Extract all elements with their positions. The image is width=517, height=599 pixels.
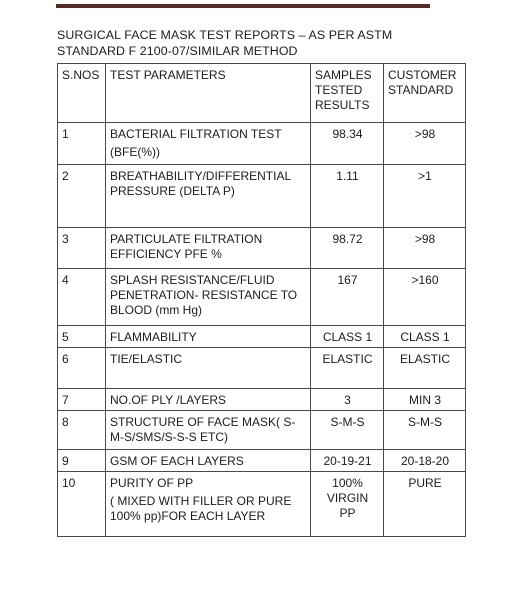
row-result: 98.72: [311, 228, 384, 269]
header-samples-tested-results: [311, 64, 384, 123]
row-result: 3: [311, 389, 384, 411]
parameter-line: PENETRATION- RESISTANCE TO: [110, 288, 298, 302]
row-standard: >1: [384, 165, 466, 228]
row-standard: 20-18-20: [384, 450, 466, 472]
row-standard: MIN 3: [384, 389, 466, 411]
parameter-line: BREATHABILITY/DIFFERENTIAL: [110, 169, 292, 183]
row-sno: 5: [58, 326, 106, 348]
table-row: [58, 411, 466, 450]
parameter-line: SPLASH RESISTANCE/FLUID: [110, 273, 275, 287]
row-standard: >98: [384, 228, 466, 269]
parameter-line: BLOOD (mm Hg): [110, 303, 203, 317]
header-customer-line-2: STANDARD: [388, 83, 454, 97]
row-parameter: GSM OF EACH LAYERS: [106, 450, 311, 472]
row-sno: 9: [58, 450, 106, 472]
report-title-line-1: SURGICAL FACE MASK TEST REPORTS – AS PER ASTM: [57, 28, 393, 42]
row-standard: S-M-S: [384, 411, 466, 450]
row-sno: 1: [58, 123, 106, 165]
row-parameter: [106, 228, 311, 269]
row-result: 20-19-21: [311, 450, 384, 472]
row-standard: >160: [384, 269, 466, 326]
parameter-line: PURITY OF PP: [110, 476, 194, 490]
test-report-table: [57, 63, 466, 537]
report-title-line-2: STANDARD F 2100-07/SIMILAR METHOD: [57, 44, 298, 58]
top-decorative-rule: [56, 4, 430, 8]
row-parameter: [106, 269, 311, 326]
row-sno: 7: [58, 389, 106, 411]
row-result: 1.11: [311, 165, 384, 228]
row-sno: 6: [58, 348, 106, 389]
parameter-line: BACTERIAL FILTRATION TEST: [110, 127, 282, 141]
parameter-line: ( MIXED WITH FILLER OR PURE: [110, 494, 292, 508]
row-parameter: NO.OF PLY /LAYERS: [106, 389, 311, 411]
parameter-line: STRUCTURE OF FACE MASK( S-: [110, 415, 296, 429]
row-sno: 10: [58, 472, 106, 537]
table-row: [58, 326, 466, 348]
result-line: PP: [339, 506, 356, 520]
row-sno: 8: [58, 411, 106, 450]
header-test-parameters: TEST PARAMETERS: [106, 64, 311, 123]
row-parameter: TIE/ELASTIC: [106, 348, 311, 389]
row-parameter: [106, 123, 311, 165]
parameter-line: (BFE(%)): [110, 145, 160, 159]
row-result: 167: [311, 269, 384, 326]
row-standard: CLASS 1: [384, 326, 466, 348]
report-title: [57, 27, 477, 59]
row-parameter: [106, 411, 311, 450]
table-row: [58, 450, 466, 472]
parameter-line: PARTICULATE FILTRATION: [110, 232, 263, 246]
parameter-line: 100% pp)FOR EACH LAYER: [110, 509, 266, 523]
result-line: 100%: [332, 476, 363, 490]
row-result: S-M-S: [311, 411, 384, 450]
header-samples-line-2: TESTED: [315, 83, 363, 97]
row-parameter: FLAMMABILITY: [106, 326, 311, 348]
row-sno: 2: [58, 165, 106, 228]
parameter-line: M-S/SMS/S-S-S ETC): [110, 430, 229, 444]
header-customer-standard: [384, 64, 466, 123]
row-parameter: [106, 472, 311, 537]
row-sno: 3: [58, 228, 106, 269]
parameter-line: EFFICIENCY PFE %: [110, 247, 222, 261]
parameter-line: PRESSURE (DELTA P): [110, 184, 235, 198]
table-row: [58, 123, 466, 165]
row-standard: >98: [384, 123, 466, 165]
row-parameter: [106, 165, 311, 228]
row-result: ELASTIC: [311, 348, 384, 389]
header-sno: S.NOS: [58, 64, 106, 123]
header-customer-line-1: CUSTOMER: [388, 68, 457, 82]
header-samples-line-1: SAMPLES: [315, 68, 372, 82]
row-result: CLASS 1: [311, 326, 384, 348]
table-row: [58, 269, 466, 326]
table-row: [58, 389, 466, 411]
row-sno: 4: [58, 269, 106, 326]
result-line: VIRGIN: [326, 491, 369, 505]
table-header-row: [58, 64, 466, 123]
row-standard: ELASTIC: [384, 348, 466, 389]
table-row: [58, 165, 466, 228]
row-result: [311, 472, 384, 537]
header-samples-line-3: RESULTS: [315, 98, 370, 112]
table-row: [58, 472, 466, 537]
row-standard: PURE: [384, 472, 466, 537]
table-row: [58, 348, 466, 389]
table-row: [58, 228, 466, 269]
row-result: 98.34: [311, 123, 384, 165]
